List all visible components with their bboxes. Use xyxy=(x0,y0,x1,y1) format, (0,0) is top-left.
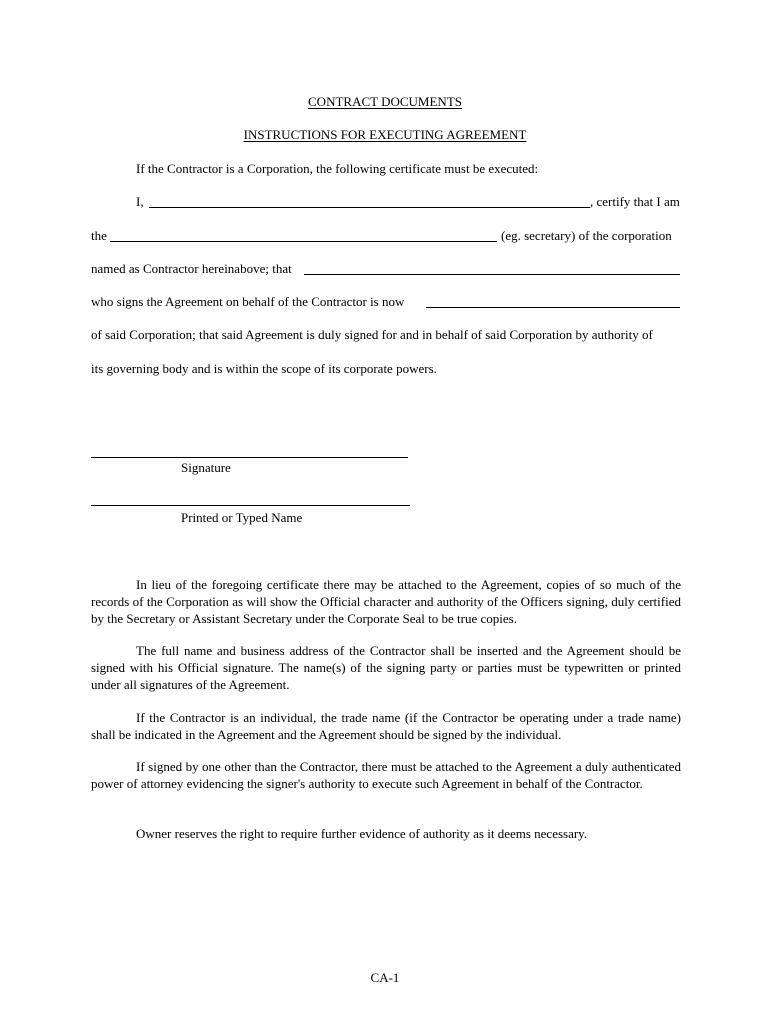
document-title: CONTRACT DOCUMENTS xyxy=(308,94,462,109)
page-number: CA-1 xyxy=(370,970,400,985)
certificate-line2-prefix: the xyxy=(91,228,107,243)
signature-label: Signature xyxy=(181,460,231,475)
document-subtitle: INSTRUCTIONS FOR EXECUTING AGREEMENT xyxy=(243,127,527,142)
printed-name-label: Printed or Typed Name xyxy=(181,510,303,525)
certificate-line6: its governing body and is within the scope of its corporate powers. xyxy=(91,361,437,376)
certificate-line3-prefix: named as Contractor hereinabove; that xyxy=(91,261,292,276)
certificate-line4-prefix: who signs the Agreement on behalf of the Contractor is now xyxy=(91,294,405,309)
certifier-title-blank[interactable] xyxy=(110,241,497,242)
certificate-line2-suffix: (eg. secretary) of the corporation xyxy=(501,228,672,243)
signature-line[interactable] xyxy=(91,457,408,458)
instruction-paragraph-4: If signed by one other than the Contractor, there must be attached to the Agreement a duly authenticated power of attorney evidencing the signer's authority to execute such Agreement in behalf of the Contractor. xyxy=(91,759,681,791)
instruction-paragraph-5: Owner reserves the right to require further evidence of authority as it deems necessary. xyxy=(136,826,588,841)
printed-name-line[interactable] xyxy=(91,505,410,506)
instruction-paragraph-2: The full name and business address of the Contractor shall be inserted and the Agreement should be signed with his Official signature. The name(s) of the signing party or parties must be typewritten or printed under all signatures of the Agreement. xyxy=(91,643,681,692)
certificate-intro: If the Contractor is a Corporation, the following certificate must be executed: xyxy=(136,161,539,176)
instruction-paragraph-3: If the Contractor is an individual, the trade name (if the Contractor be operating under a trade name) shall be indicated in the Agreement and the Agreement should be signed by the individual. xyxy=(91,710,681,742)
certificate-line1-suffix: , certify that I am xyxy=(590,194,680,209)
certificate-line1-prefix: I, xyxy=(136,194,144,209)
signer-title-blank[interactable] xyxy=(426,307,680,308)
signer-name-blank[interactable] xyxy=(304,274,680,275)
certificate-line5: of said Corporation; that said Agreement is duly signed for and in behalf of said Corporation by authority of xyxy=(91,327,653,342)
certifier-name-blank[interactable] xyxy=(149,207,590,208)
instruction-paragraph-1: In lieu of the foregoing certificate there may be attached to the Agreement, copies of so much of the records of the Corporation as will show the Official character and authority of the Officers signing, duly certified by the Secretary or Assistant Secretary under the Corporate Seal to be true copies. xyxy=(91,577,681,626)
